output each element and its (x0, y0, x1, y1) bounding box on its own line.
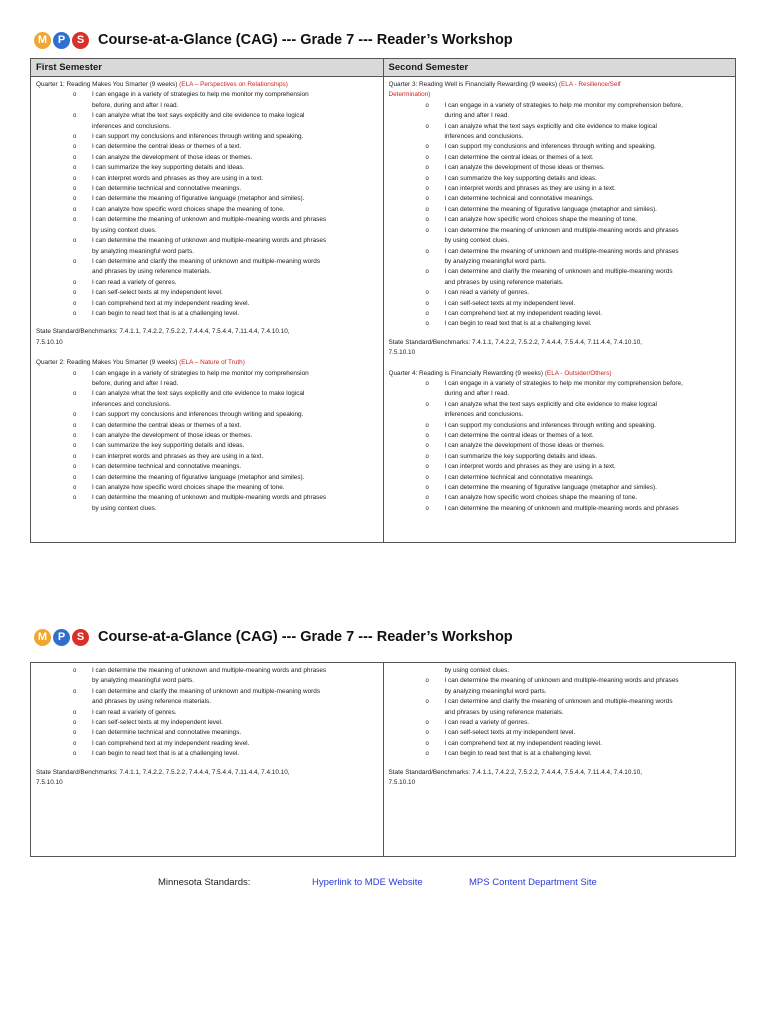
item-text: by analyzing meaningful word parts. (92, 677, 194, 685)
bullet-icon: o (73, 495, 77, 502)
bullet-icon: o (425, 495, 429, 502)
item-text: I can analyze the development of those ideas or themes. (444, 442, 605, 450)
standards-line: 7.5.10.10 (36, 779, 63, 787)
item-text: I can determine and clarify the meaning of unknown and multiple-meaning words (444, 698, 673, 706)
bullet-icon: o (73, 453, 77, 460)
list-item (389, 215, 732, 225)
mps-content-site-link[interactable]: MPS Content Department Site (469, 877, 597, 888)
quarter-4-list (389, 379, 732, 514)
item-text: I can analyze what the text says explicitly and cite evidence to make logical (444, 122, 657, 130)
item-text: inferences and conclusions. (92, 122, 171, 130)
item-text: I can determine technical and connotative meanings. (444, 195, 594, 203)
first-semester-cell (31, 77, 384, 543)
right-carry-list (389, 666, 732, 676)
standards-line: 7.5.10.10 (388, 349, 416, 357)
bullet-icon: o (73, 370, 77, 377)
list-item (36, 728, 379, 738)
item-text: I can determine and clarify the meaning of unknown and multiple-meaning words (92, 687, 321, 695)
item-text: I can determine technical and connotative meanings. (92, 463, 242, 471)
quarter-1-list (36, 90, 379, 319)
list-item (389, 101, 732, 122)
list-item (36, 184, 379, 194)
bullet-icon: o (73, 300, 77, 307)
bullet-icon: o (73, 165, 77, 172)
item-text: I can self-select texts at my independent level. (92, 289, 223, 297)
standards-line: State Standard/Benchmarks: 7.4.1.1, 7.4.2.2, 7.5.2.2, 7.4.4.4, 7.5.4.4, 7.11.4.4, 7.4.10.10, (388, 338, 643, 346)
bullet-icon: o (73, 751, 77, 758)
list-item (36, 452, 379, 462)
bullet-icon: o (73, 175, 77, 182)
list-item (389, 288, 732, 298)
left-standards (36, 768, 379, 789)
quarter-3-title: Quarter 3: Reading Well is Financially Rewarding (9 weeks) (388, 81, 559, 88)
item-text: I can summarize the key supporting details and ideas. (92, 164, 245, 172)
second-semester-cell-continued (383, 663, 736, 857)
item-text: I can determine the central ideas or themes of a text. (444, 432, 594, 439)
item-text: I can analyze the development of those ideas or themes. (92, 432, 253, 439)
list-item (36, 215, 379, 236)
item-text: I can determine the meaning of unknown and multiple-meaning words and phrases (444, 504, 679, 512)
list-item (389, 697, 732, 718)
list-item (36, 142, 379, 152)
bullet-icon: o (73, 310, 77, 317)
list-item (36, 194, 379, 204)
item-text: I can comprehend text at my independent reading level. (444, 739, 602, 747)
list-item (36, 718, 379, 728)
item-text: I can analyze the development of those ideas or themes. (92, 153, 253, 161)
bullet-icon: o (425, 730, 429, 737)
item-text: I can analyze how specific word choices shape the meaning of tone. (444, 216, 638, 224)
list-item (389, 122, 732, 143)
list-item (36, 132, 379, 142)
item-text: I can engage in a variety of strategies to help me monitor my comprehension (92, 369, 309, 377)
item-text: by analyzing meaningful word parts. (92, 247, 194, 255)
item-text: I can engage in a variety of strategies to help me monitor my comprehension (92, 91, 309, 99)
list-item (36, 257, 379, 278)
item-text: I can determine and clarify the meaning of unknown and multiple-meaning words (444, 268, 673, 276)
bullet-icon: o (73, 720, 77, 727)
bullet-icon: o (73, 196, 77, 203)
bullet-icon: o (73, 740, 77, 747)
bullet-icon: o (73, 668, 77, 674)
bullet-icon: o (425, 227, 429, 234)
bullet-icon: o (425, 154, 429, 161)
bullet-icon: o (425, 433, 429, 439)
list-item (389, 226, 732, 247)
item-text: I can analyze the development of those ideas or themes. (444, 164, 605, 172)
list-item (36, 111, 379, 132)
list-item (389, 493, 732, 503)
list-item (389, 431, 732, 441)
list-item (389, 400, 732, 421)
list-item (36, 90, 379, 111)
standards-line: State Standard/Benchmarks: 7.4.1.1, 7.4.2.2, 7.5.2.2, 7.4.4.4, 7.5.4.4, 7.11.4.4, 7.4.10.10, (36, 768, 290, 776)
item-text: and phrases by using reference materials. (444, 278, 564, 286)
quarter-3-list (389, 101, 732, 330)
list-item (389, 749, 732, 759)
item-text: and phrases by using reference materials. (444, 708, 564, 716)
list-item (36, 389, 379, 410)
list-item (36, 493, 379, 514)
list-item (389, 309, 732, 319)
list-item (389, 153, 732, 163)
item-text: I can interpret words and phrases as they are using in a text. (92, 174, 264, 182)
bullet-icon: o (73, 688, 77, 695)
item-text: I can determine technical and connotative meanings. (92, 185, 242, 193)
item-text: I can self-select texts at my independent level. (444, 299, 576, 307)
item-text: I can interpret words and phrases as they are using in a text. (444, 463, 616, 471)
quarter-3-ela: (ELA - Resilience/Self (558, 81, 621, 88)
list-item (36, 483, 379, 493)
logo-m: M (34, 32, 51, 49)
list-item (389, 441, 732, 451)
page-header (34, 22, 513, 58)
item-text: and phrases by using reference materials. (92, 698, 212, 706)
bullet-icon: o (73, 92, 77, 99)
page-2 (0, 595, 768, 1024)
item-text: by using context clues. (92, 226, 157, 234)
list-item (36, 205, 379, 215)
list-item (36, 410, 379, 420)
right-standards (389, 768, 732, 789)
mde-website-link[interactable]: Hyperlink to MDE Website (312, 877, 423, 888)
bullet-icon: o (425, 720, 429, 727)
mps-logo (34, 629, 89, 646)
column-header-first-semester: First Semester (31, 59, 384, 77)
bullet-icon: o (425, 699, 429, 706)
bullet-icon: o (425, 123, 429, 130)
list-item (389, 299, 732, 309)
list-item (389, 184, 732, 194)
list-item (389, 379, 732, 400)
bullet-icon: o (425, 300, 429, 307)
list-item (36, 739, 379, 749)
list-item (36, 174, 379, 184)
list-item (36, 163, 379, 173)
bullet-icon: o (73, 154, 77, 161)
list-item (389, 739, 732, 749)
bullet-icon: o (73, 474, 77, 481)
logo-s: S (72, 32, 89, 49)
item-text: I can interpret words and phrases as they are using in a text. (444, 185, 616, 193)
list-item (36, 473, 379, 483)
item-text: I can summarize the key supporting details and ideas. (92, 442, 245, 450)
bullet-icon: o (425, 217, 429, 224)
item-text: I can determine the meaning of unknown and multiple-meaning words and phrases (92, 667, 327, 674)
quarter-1-standards (36, 327, 379, 348)
list-item (389, 163, 732, 173)
quarter-3-ela-cont: Determination) (388, 91, 431, 99)
list-item (389, 483, 732, 493)
item-text: I can comprehend text at my independent reading level. (444, 309, 602, 317)
bullet-icon: o (425, 310, 429, 317)
item-text: I can determine technical and connotative meanings. (92, 729, 242, 737)
item-text: I can read a variety of genres. (92, 708, 177, 716)
list-item (36, 749, 379, 759)
bullet-icon: o (73, 279, 77, 286)
list-item (36, 708, 379, 718)
item-text: by using context clues. (92, 504, 157, 512)
logo-p: P (53, 32, 70, 49)
bullet-icon: o (73, 206, 77, 213)
bullet-icon: o (425, 165, 429, 172)
cag-table (30, 58, 736, 543)
item-text: I can determine the meaning of figurative language (metaphor and similes). (92, 195, 305, 203)
bullet-icon: o (425, 474, 429, 481)
quarter-4 (389, 369, 732, 515)
bullet-icon: o (425, 269, 429, 276)
list-item (36, 369, 379, 390)
item-text: I can determine the meaning of figurative language (metaphor and similes). (92, 473, 305, 481)
list-item (389, 194, 732, 204)
list-item (389, 462, 732, 472)
bullet-icon: o (73, 709, 77, 716)
quarter-1 (36, 80, 379, 348)
list-item (36, 153, 379, 163)
list-item (389, 728, 732, 738)
item-text: I can determine the meaning of unknown and multiple-meaning words and phrases (92, 237, 327, 245)
column-header-second-semester: Second Semester (383, 59, 736, 77)
right-continued-list (389, 676, 732, 759)
item-text: I can determine the central ideas or themes of a text. (92, 143, 242, 151)
logo-s: S (72, 629, 89, 646)
item-text: I can determine the meaning of unknown and multiple-meaning words and phrases (444, 226, 679, 234)
item-text: inferences and conclusions. (92, 400, 171, 408)
item-text: I can read a variety of genres. (92, 278, 177, 286)
list-item (36, 288, 379, 298)
logo-m: M (34, 629, 51, 646)
second-semester-cell (383, 77, 736, 543)
bullet-icon: o (73, 186, 77, 193)
item-text: I can determine and clarify the meaning of unknown and multiple-meaning words (92, 257, 321, 265)
item-text: I can determine the central ideas or themes of a text. (92, 421, 242, 429)
list-item (389, 718, 732, 728)
bullet-icon: o (73, 134, 77, 141)
footer (0, 877, 768, 891)
page-title: Course-at-a-Glance (CAG) --- Grade 7 --- Reader’s Workshop (98, 629, 513, 645)
first-semester-cell-continued (31, 663, 384, 857)
bullet-icon: o (425, 485, 429, 492)
list-item (36, 278, 379, 288)
item-text: I can begin to read text that is at a challenging level. (92, 309, 240, 317)
standards-line: 7.5.10.10 (36, 338, 63, 346)
item-text: by using context clues. (444, 237, 510, 245)
list-item (389, 319, 732, 329)
item-text: I can comprehend text at my independent reading level. (92, 739, 250, 747)
item-text: inferences and conclusions. (444, 411, 524, 419)
quarter-4-title: Quarter 4: Reading is Financially Rewarding (9 weeks) (388, 369, 545, 377)
bullet-icon: o (73, 422, 77, 429)
standards-line: 7.5.10.10 (388, 779, 416, 787)
item-text: during and after I read. (444, 112, 510, 120)
left-continued-list (36, 666, 379, 760)
quarter-1-title: Quarter 1: Reading Makes You Smarter (9 weeks) (36, 81, 180, 88)
bullet-icon: o (73, 113, 77, 120)
bullet-icon: o (425, 206, 429, 213)
bullet-icon: o (425, 464, 429, 471)
bullet-icon: o (73, 464, 77, 471)
bullet-icon: o (425, 186, 429, 193)
item-text: I can support my conclusions and inferences through writing and speaking. (444, 421, 656, 429)
list-item (389, 205, 732, 215)
bullet-icon: o (425, 401, 429, 408)
item-text: I can comprehend text at my independent reading level. (92, 299, 250, 307)
list-item (389, 174, 732, 184)
list-item (36, 421, 379, 431)
bullet-icon: o (425, 422, 429, 429)
item-text: I can begin to read text that is at a challenging level. (92, 750, 240, 758)
list-item (36, 441, 379, 451)
item-text: I can support my conclusions and inferences through writing and speaking. (444, 143, 656, 151)
bullet-icon: o (73, 412, 77, 419)
bullet-icon: o (73, 258, 77, 265)
list-item (389, 676, 732, 697)
item-text: I can read a variety of genres. (444, 289, 530, 297)
footer-label: Minnesota Standards: (158, 877, 251, 888)
item-text: I can determine the meaning of unknown and multiple-meaning words and phrases (444, 247, 679, 255)
logo-p: P (53, 629, 70, 646)
list-item (389, 247, 732, 268)
item-text: I can self-select texts at my independent level. (444, 729, 576, 737)
item-text: inferences and conclusions. (444, 133, 524, 141)
bullet-icon: o (425, 380, 429, 387)
bullet-icon: o (425, 196, 429, 203)
item-text: I can analyze what the text says explicitly and cite evidence to make logical (92, 390, 305, 398)
cag-table-continued (30, 662, 736, 857)
bullet-icon: o (425, 144, 429, 151)
list-item (389, 504, 732, 514)
list-item (36, 236, 379, 257)
item-text: and phrases by using reference materials. (92, 268, 212, 276)
list-item (389, 473, 732, 483)
list-item (36, 309, 379, 319)
standards-line: State Standard/Benchmarks: 7.4.1.1, 7.4.2.2, 7.5.2.2, 7.4.4.4, 7.5.4.4, 7.11.4.4, 7.4.10.10, (388, 768, 643, 776)
list-item (36, 431, 379, 441)
item-text: I can self-select texts at my independent level. (92, 719, 223, 727)
item-text: I can determine the meaning of unknown and multiple-meaning words and phrases (92, 494, 327, 502)
item-text: I can determine the central ideas or themes of a text. (444, 153, 594, 161)
item-text: I can determine the meaning of unknown and multiple-meaning words and phrases (92, 216, 327, 224)
page-title: Course-at-a-Glance (CAG) --- Grade 7 --- Reader’s Workshop (98, 32, 513, 48)
bullet-icon: o (425, 290, 429, 297)
bullet-icon: o (425, 505, 429, 512)
quarter-2-ela: (ELA – Nature of Truth) (179, 359, 245, 367)
bullet-icon: o (73, 730, 77, 737)
list-item (36, 462, 379, 472)
bullet-icon: o (73, 443, 77, 450)
item-text: I can analyze how specific word choices shape the meaning of tone. (92, 484, 285, 492)
page-header (34, 619, 513, 655)
item-text: before, during and after I read. (92, 101, 179, 109)
quarter-3-standards (389, 338, 732, 359)
item-text: by using context clues. (444, 667, 510, 674)
bullet-icon: o (73, 485, 77, 492)
bullet-icon: o (425, 740, 429, 747)
bullet-icon: o (73, 391, 77, 398)
item-text: I can engage in a variety of strategies to help me monitor my comprehension before, (444, 101, 683, 109)
item-text: I can determine the meaning of unknown and multiple-meaning words and phrases (444, 677, 679, 685)
quarter-4-ela: (ELA - Outsider/Others) (544, 369, 612, 377)
item-text: I can analyze what the text says explicitly and cite evidence to make logical (92, 112, 305, 120)
item-text: I can begin to read text that is at a challenging level. (444, 750, 592, 758)
item-text: I can determine technical and connotative meanings. (444, 473, 594, 481)
quarter-2-list (36, 369, 379, 515)
item-text: before, during and after I read. (92, 379, 179, 387)
list-item (36, 687, 379, 708)
list-item (389, 452, 732, 462)
item-text: I can engage in a variety of strategies to help me monitor my comprehension before, (444, 379, 683, 387)
mps-logo (34, 32, 89, 49)
item-text: I can summarize the key supporting details and ideas. (444, 174, 597, 182)
bullet-icon: o (425, 751, 429, 758)
bullet-icon: o (73, 433, 77, 439)
bullet-icon: o (425, 102, 429, 109)
item-text: I can support my conclusions and inferences through writing and speaking. (92, 411, 304, 419)
bullet-icon: o (73, 290, 77, 297)
item-text: I can support my conclusions and inferences through writing and speaking. (92, 133, 304, 141)
list-item (389, 267, 732, 288)
list-item (389, 666, 732, 676)
bullet-icon: o (425, 248, 429, 255)
quarter-1-ela: (ELA – Perspectives on Relationships) (179, 81, 288, 88)
item-text: I can analyze how specific word choices shape the meaning of tone. (444, 494, 638, 502)
item-text: I can determine the meaning of figurative language (metaphor and similes). (444, 205, 657, 213)
bullet-icon: o (73, 238, 77, 245)
item-text: I can interpret words and phrases as they are using in a text. (92, 452, 264, 460)
item-text: during and after I read. (444, 390, 510, 398)
list-item (36, 299, 379, 309)
list-item (36, 666, 379, 687)
item-text: by analyzing meaningful word parts. (444, 257, 547, 265)
item-text: I can analyze how specific word choices shape the meaning of tone. (92, 205, 285, 213)
bullet-icon: o (73, 217, 77, 224)
item-text: I can analyze what the text says explicitly and cite evidence to make logical (444, 400, 657, 408)
item-text: by analyzing meaningful word parts. (444, 687, 547, 695)
bullet-icon: o (73, 144, 77, 151)
list-item (389, 421, 732, 431)
item-text: I can summarize the key supporting details and ideas. (444, 452, 597, 460)
item-text: I can read a variety of genres. (444, 719, 530, 727)
bullet-icon: o (425, 321, 429, 328)
item-text: I can begin to read text that is at a challenging level. (444, 320, 592, 328)
bullet-icon: o (425, 453, 429, 460)
quarter-2 (36, 358, 379, 514)
quarter-2-title: Quarter 2: Reading Makes You Smarter (9 weeks) (36, 359, 180, 367)
standards-line: State Standard/Benchmarks: 7.4.1.1, 7.4.2.2, 7.5.2.2, 7.4.4.4, 7.5.4.4, 7.11.4.4, 7.4.10.10, (36, 328, 290, 336)
item-text: I can determine the meaning of figurative language (metaphor and similes). (444, 484, 657, 492)
quarter-3 (389, 80, 732, 359)
bullet-icon: o (425, 443, 429, 450)
list-item (389, 142, 732, 152)
bullet-icon: o (425, 678, 429, 685)
bullet-icon: o (425, 175, 429, 182)
